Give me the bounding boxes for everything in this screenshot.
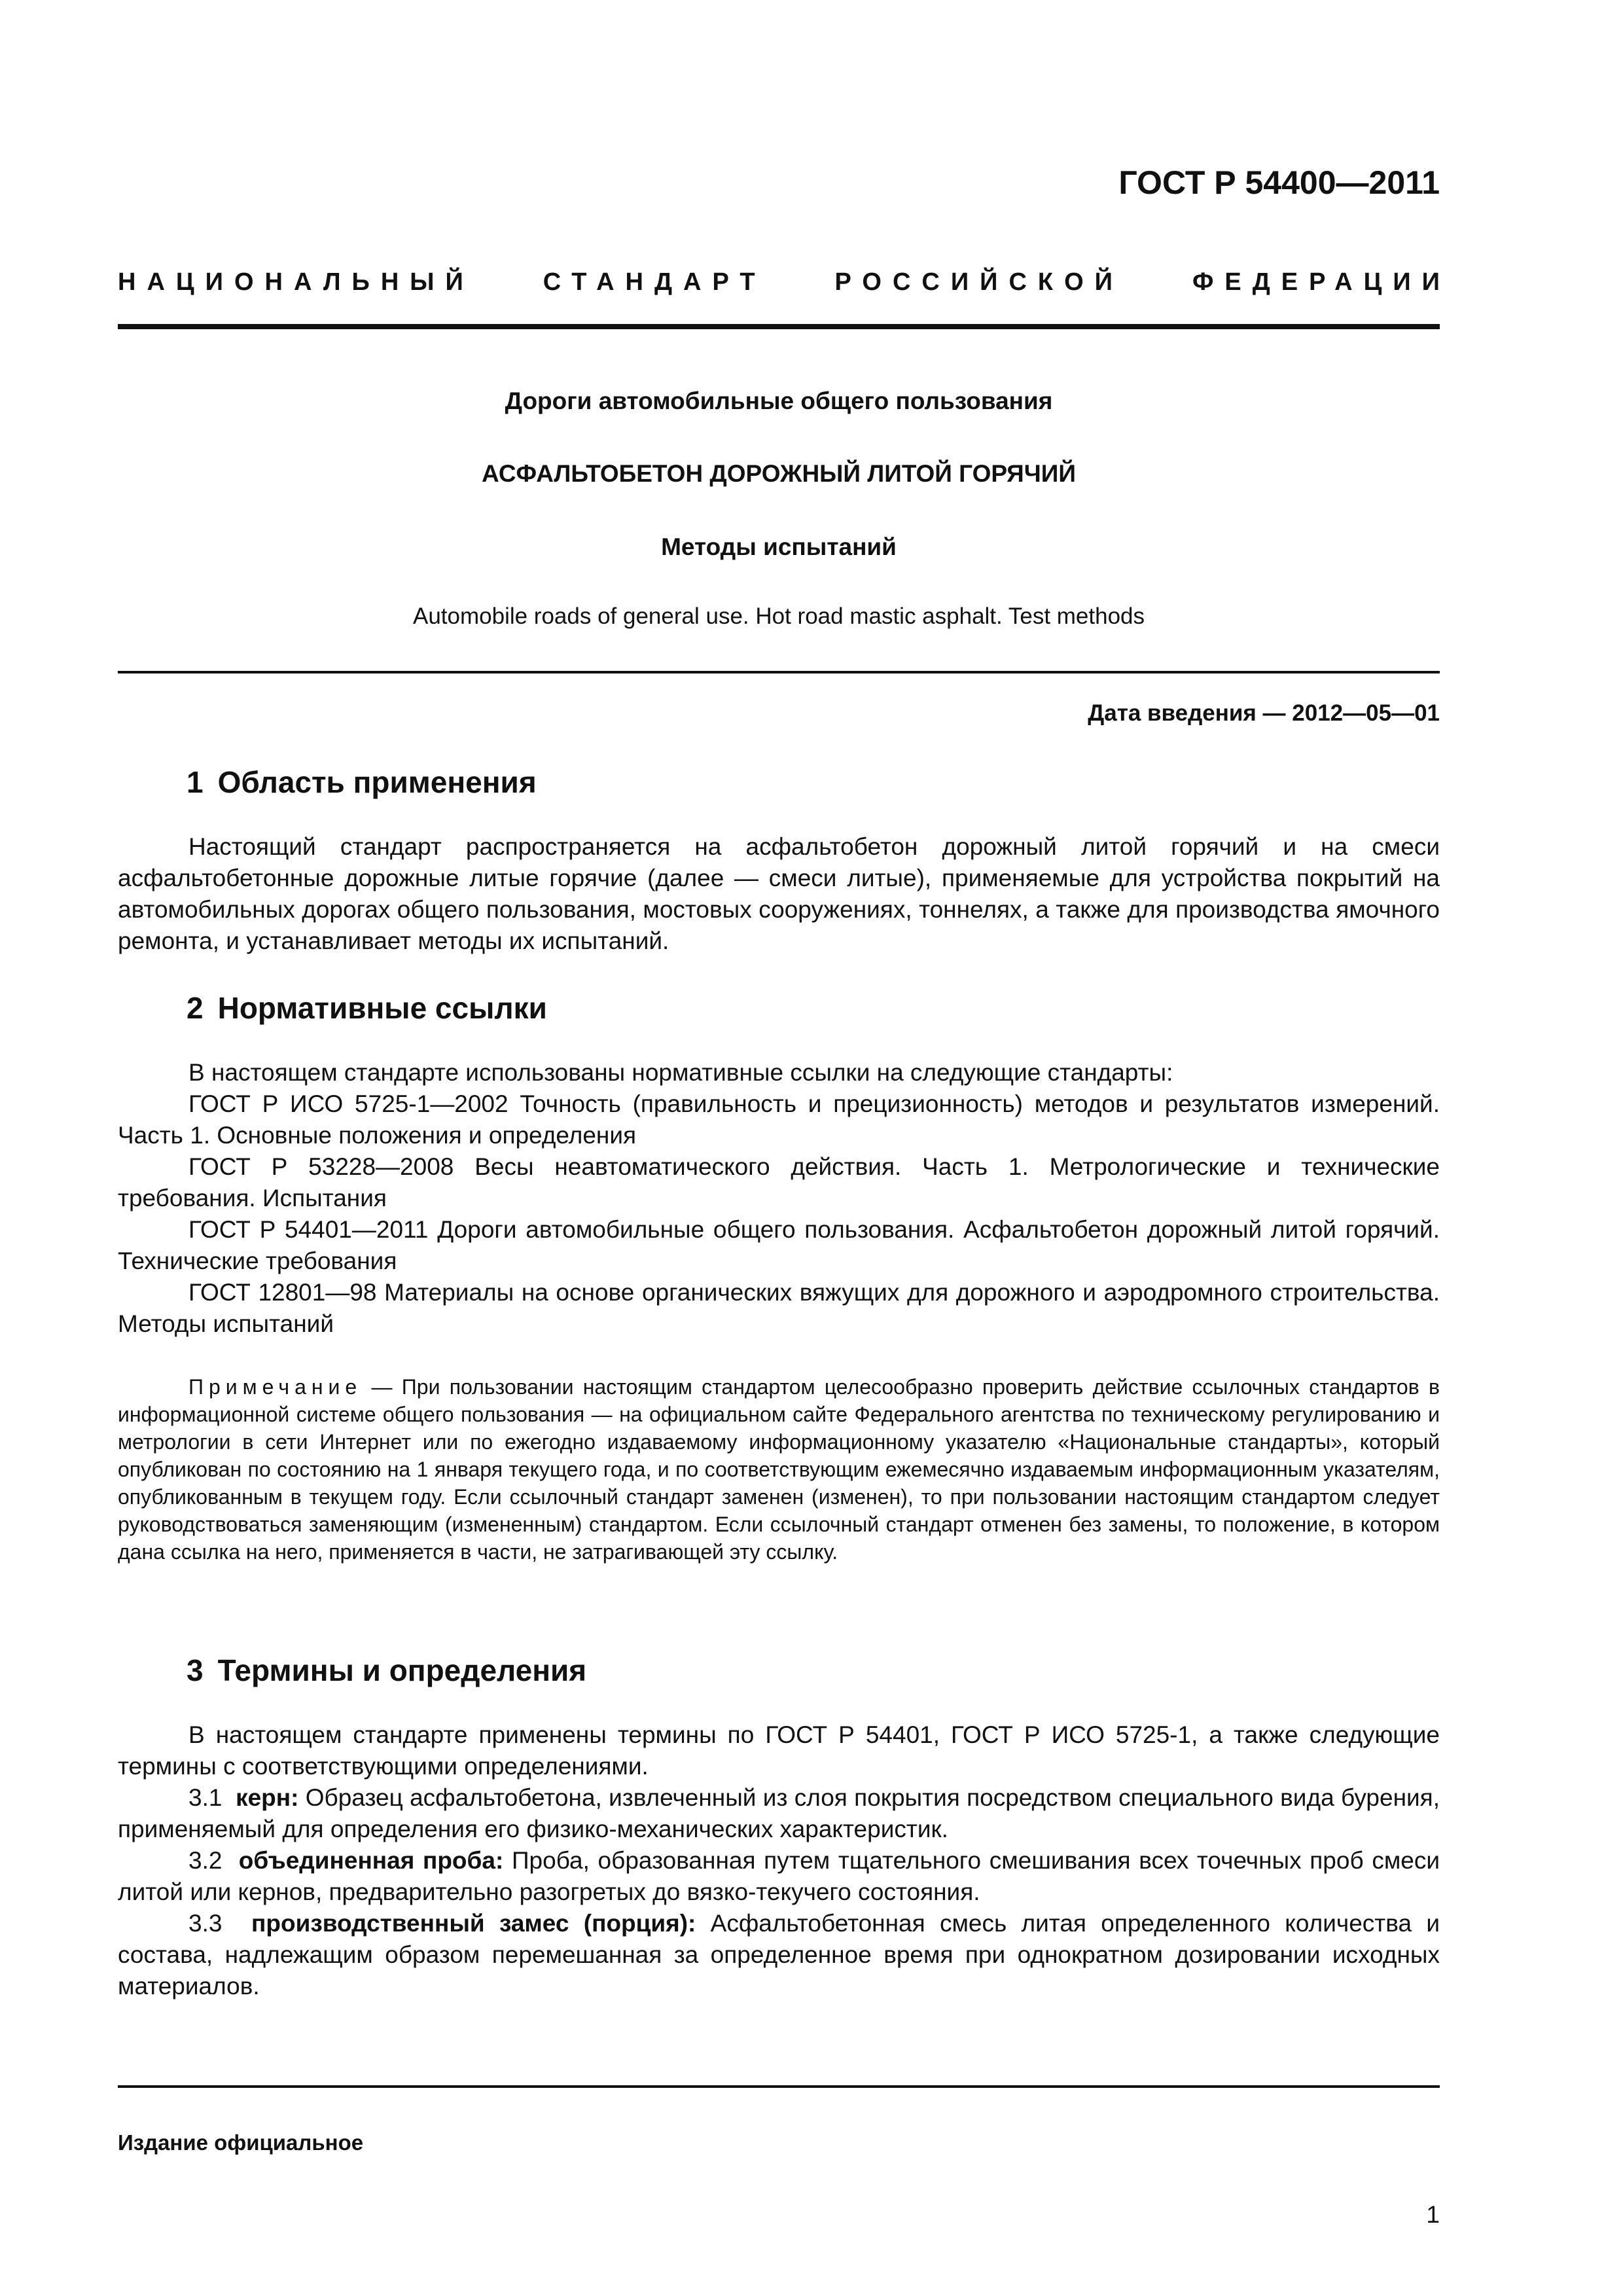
note-block	[118, 1373, 1440, 1566]
group-title: Дороги автомобильные общего пользования	[505, 387, 1053, 414]
note-paragraph	[118, 1373, 1440, 1566]
term: керн:	[236, 1784, 299, 1811]
term: объединенная проба:	[238, 1847, 504, 1874]
national-title-word: НАЦИОНАЛЬНЫЙ	[118, 268, 474, 296]
title-divider	[118, 671, 1440, 673]
introduction-date: Дата введения — 2012—05—01	[1088, 700, 1440, 726]
paragraph: В настоящем стандарте применены термины по ГОСТ Р 54401, ГОСТ Р ИСО 5725-1, а также следующие термины с соответствующими определениями.	[118, 1721, 1440, 1780]
document-page	[118, 0, 1451, 2296]
definition: Проба, образованная путем тщательного смешивания всех точечных проб смеси литой или кернов, предварительно разогретых до вязко-текучего состояния.	[118, 1847, 1440, 1905]
section-2-heading	[187, 990, 547, 1026]
section-3-heading	[187, 1653, 586, 1688]
reference-item: ГОСТ 12801—98 Материалы на основе органических вяжущих для дорожного и аэродромного строительства. Методы испытаний	[118, 1279, 1440, 1337]
term-number: 3.1	[188, 1784, 223, 1811]
section-1-body	[118, 831, 1440, 957]
definition: Асфальтобетонная смесь литая определенного количества и состава, надлежащим образом перемешанная за определенное время при однократном дозировании исходных материалов.	[118, 1910, 1440, 2000]
national-title-word: ФЕДЕРАЦИИ	[1192, 268, 1451, 296]
header-divider	[118, 324, 1440, 329]
term-definition	[118, 1908, 1440, 2002]
national-standard-title	[118, 268, 1451, 296]
reference-item: ГОСТ Р 54401—2011 Дороги автомобильные общего пользования. Асфальтобетон дорожный литой горячий. Технические требования	[118, 1216, 1440, 1274]
english-title: Automobile roads of general use. Hot road mastic asphalt. Test methods	[412, 603, 1145, 629]
national-title-word: РОССИЙСКОЙ	[834, 268, 1124, 296]
section-title: Нормативные ссылки	[217, 991, 547, 1025]
reference-item: ГОСТ Р ИСО 5725-1—2002 Точность (правильность и прецизионность) методов и результатов измерений. Часть 1. Основные положения и определения	[118, 1090, 1440, 1149]
term: производственный замес (порция):	[251, 1910, 696, 1937]
main-title: АСФАЛЬТОБЕТОН ДОРОЖНЫЙ ЛИТОЙ ГОРЯЧИЙ	[482, 460, 1076, 487]
term-number: 3.3	[188, 1910, 223, 1937]
section-number: 3	[187, 1653, 204, 1687]
section-1-heading	[187, 764, 537, 800]
term-number: 3.2	[188, 1847, 223, 1874]
standard-number: ГОСТ Р 54400—2011	[1118, 164, 1440, 201]
section-title: Область применения	[217, 765, 537, 799]
section-3-body	[118, 1719, 1440, 2002]
section-title: Термины и определения	[217, 1653, 587, 1687]
section-number: 2	[187, 991, 204, 1025]
page-number: 1	[1426, 2201, 1440, 2228]
definition: Образец асфальтобетона, извлеченный из слоя покрытия посредством специального вида бурения, применяемый для определения его физико-механических характеристик.	[118, 1784, 1440, 1842]
term-definition	[118, 1845, 1440, 1908]
section-2-body	[118, 1057, 1440, 1340]
national-title-word: СТАНДАРТ	[543, 268, 766, 296]
footer-divider	[118, 2085, 1440, 2088]
subtitle: Методы испытаний	[661, 533, 897, 560]
paragraph: Настоящий стандарт распространяется на асфальтобетон дорожный литой горячий и на смеси асфальтобетонные дорожные литые горячие (далее — смеси литые), применяемые для устройства покрытий на автомобильных дорогах общего пользования, мостовых сооружениях, тоннелях, а также для производства ямочного ремонта, и устанавливает методы их испытаний.	[118, 833, 1440, 954]
term-definition	[118, 1782, 1440, 1845]
section-number: 1	[187, 765, 204, 799]
note-text: — При пользовании настоящим стандартом целесообразно проверить действие ссылочных стандартов в информационной системе общего пользования — на официальном сайте Федерального агентства по техническому регулированию и метрологии в сети Интернет или по ежегодно издаваемому информационному указателю «Национальные стандарты», который опубликован по состоянию на 1 января текущего года, и по соответствующим ежемесячно издаваемым информационным указателям, опубликованным в текущем году. Если ссылочный стандарт заменен (изменен), то при пользовании настоящим стандартом следует руководствоваться заменяющим (измененным) стандартом. Если ссылочный стандарт отменен без замены, то положение, в котором дана ссылка на него, применяется в части, не затрагивающей эту ссылку.	[118, 1375, 1440, 1564]
paragraph: В настоящем стандарте использованы нормативные ссылки на следующие стандарты:	[188, 1059, 1173, 1086]
reference-item: ГОСТ Р 53228—2008 Весы неавтоматического действия. Часть 1. Метрологические и технические требования. Испытания	[118, 1153, 1440, 1211]
official-edition-label: Издание официальное	[118, 2130, 364, 2155]
note-label: Примечание	[188, 1375, 363, 1399]
